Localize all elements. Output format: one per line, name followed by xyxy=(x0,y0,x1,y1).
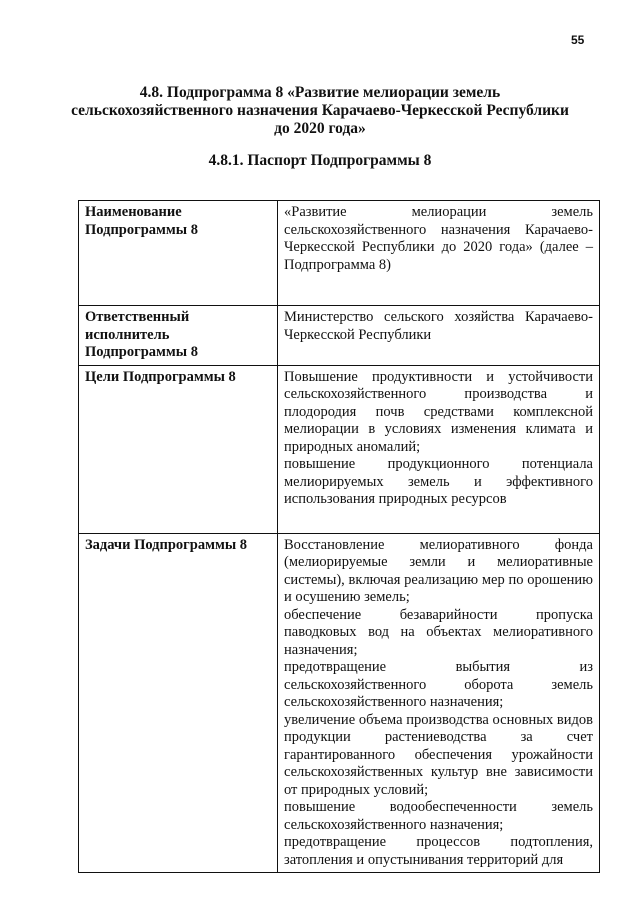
row-label: Задачи Подпрограммы 8 xyxy=(79,533,278,873)
row-value xyxy=(278,365,600,533)
value-paragraph: предотвращение процессов подтопления, затопления и опустынивания территорий для xyxy=(284,834,593,868)
table-row xyxy=(79,365,600,533)
row-label: Цели Подпрограммы 8 xyxy=(79,365,278,533)
value-paragraph: Министерство сельского хозяйства Карачаево-Черкесской Республики xyxy=(284,309,593,343)
section-title-line-1: 4.8. Подпрограмма 8 «Развитие мелиорации земель xyxy=(139,84,501,101)
table-row xyxy=(79,306,600,366)
row-label: Ответственный исполнитель Подпрограммы 8 xyxy=(79,306,278,366)
value-paragraph: увеличение объема производства основных видов продукции растениеводства за счет гарантированного обеспечения урожайности сельскохозяйственных культур вне зависимости от природных условий; xyxy=(284,711,593,798)
row-value xyxy=(278,201,600,306)
section-title-line-2: сельскохозяйственного назначения Карачаево-Черкесской Республики xyxy=(71,102,569,119)
table-row xyxy=(79,533,600,873)
row-value xyxy=(278,306,600,366)
row-value xyxy=(278,533,600,873)
value-paragraph: предотвращение выбытия из сельскохозяйственного оборота земель сельскохозяйственного назначения; xyxy=(284,659,593,710)
passport-table xyxy=(78,200,600,873)
value-paragraph: повышение водообеспеченности земель сельскохозяйственного назначения; xyxy=(284,799,593,833)
table-row xyxy=(79,201,600,306)
section-title xyxy=(40,84,600,138)
page-number: 55 xyxy=(571,33,585,47)
value-paragraph: Восстановление мелиоративного фонда (мелиорируемые земли и мелиоративные системы), включая реализацию мер по орошению и осушению земель; xyxy=(284,536,593,605)
value-paragraph: повышение продукционного потенциала мелиорируемых земель и эффективного использования природных ресурсов xyxy=(284,456,593,507)
value-paragraph: «Развитие мелиорации земель сельскохозяйственного назначения Карачаево-Черкесской Республики до 2020 года» (далее – Подпрограмма 8) xyxy=(284,204,593,273)
passport-subtitle: 4.8.1. Паспорт Подпрограммы 8 xyxy=(208,152,432,169)
row-label: Наименование Подпрограммы 8 xyxy=(79,201,278,306)
value-paragraph: Повышение продуктивности и устойчивости сельскохозяйственного производства и плодородия почв средствами комплексной мелиорации в условиях изменения климата и природных аномалий; xyxy=(284,368,593,455)
value-paragraph: обеспечение безаварийности пропуска паводковых вод на объектах мелиоративного назначения; xyxy=(284,606,593,658)
section-title-line-3: до 2020 года» xyxy=(274,120,366,137)
